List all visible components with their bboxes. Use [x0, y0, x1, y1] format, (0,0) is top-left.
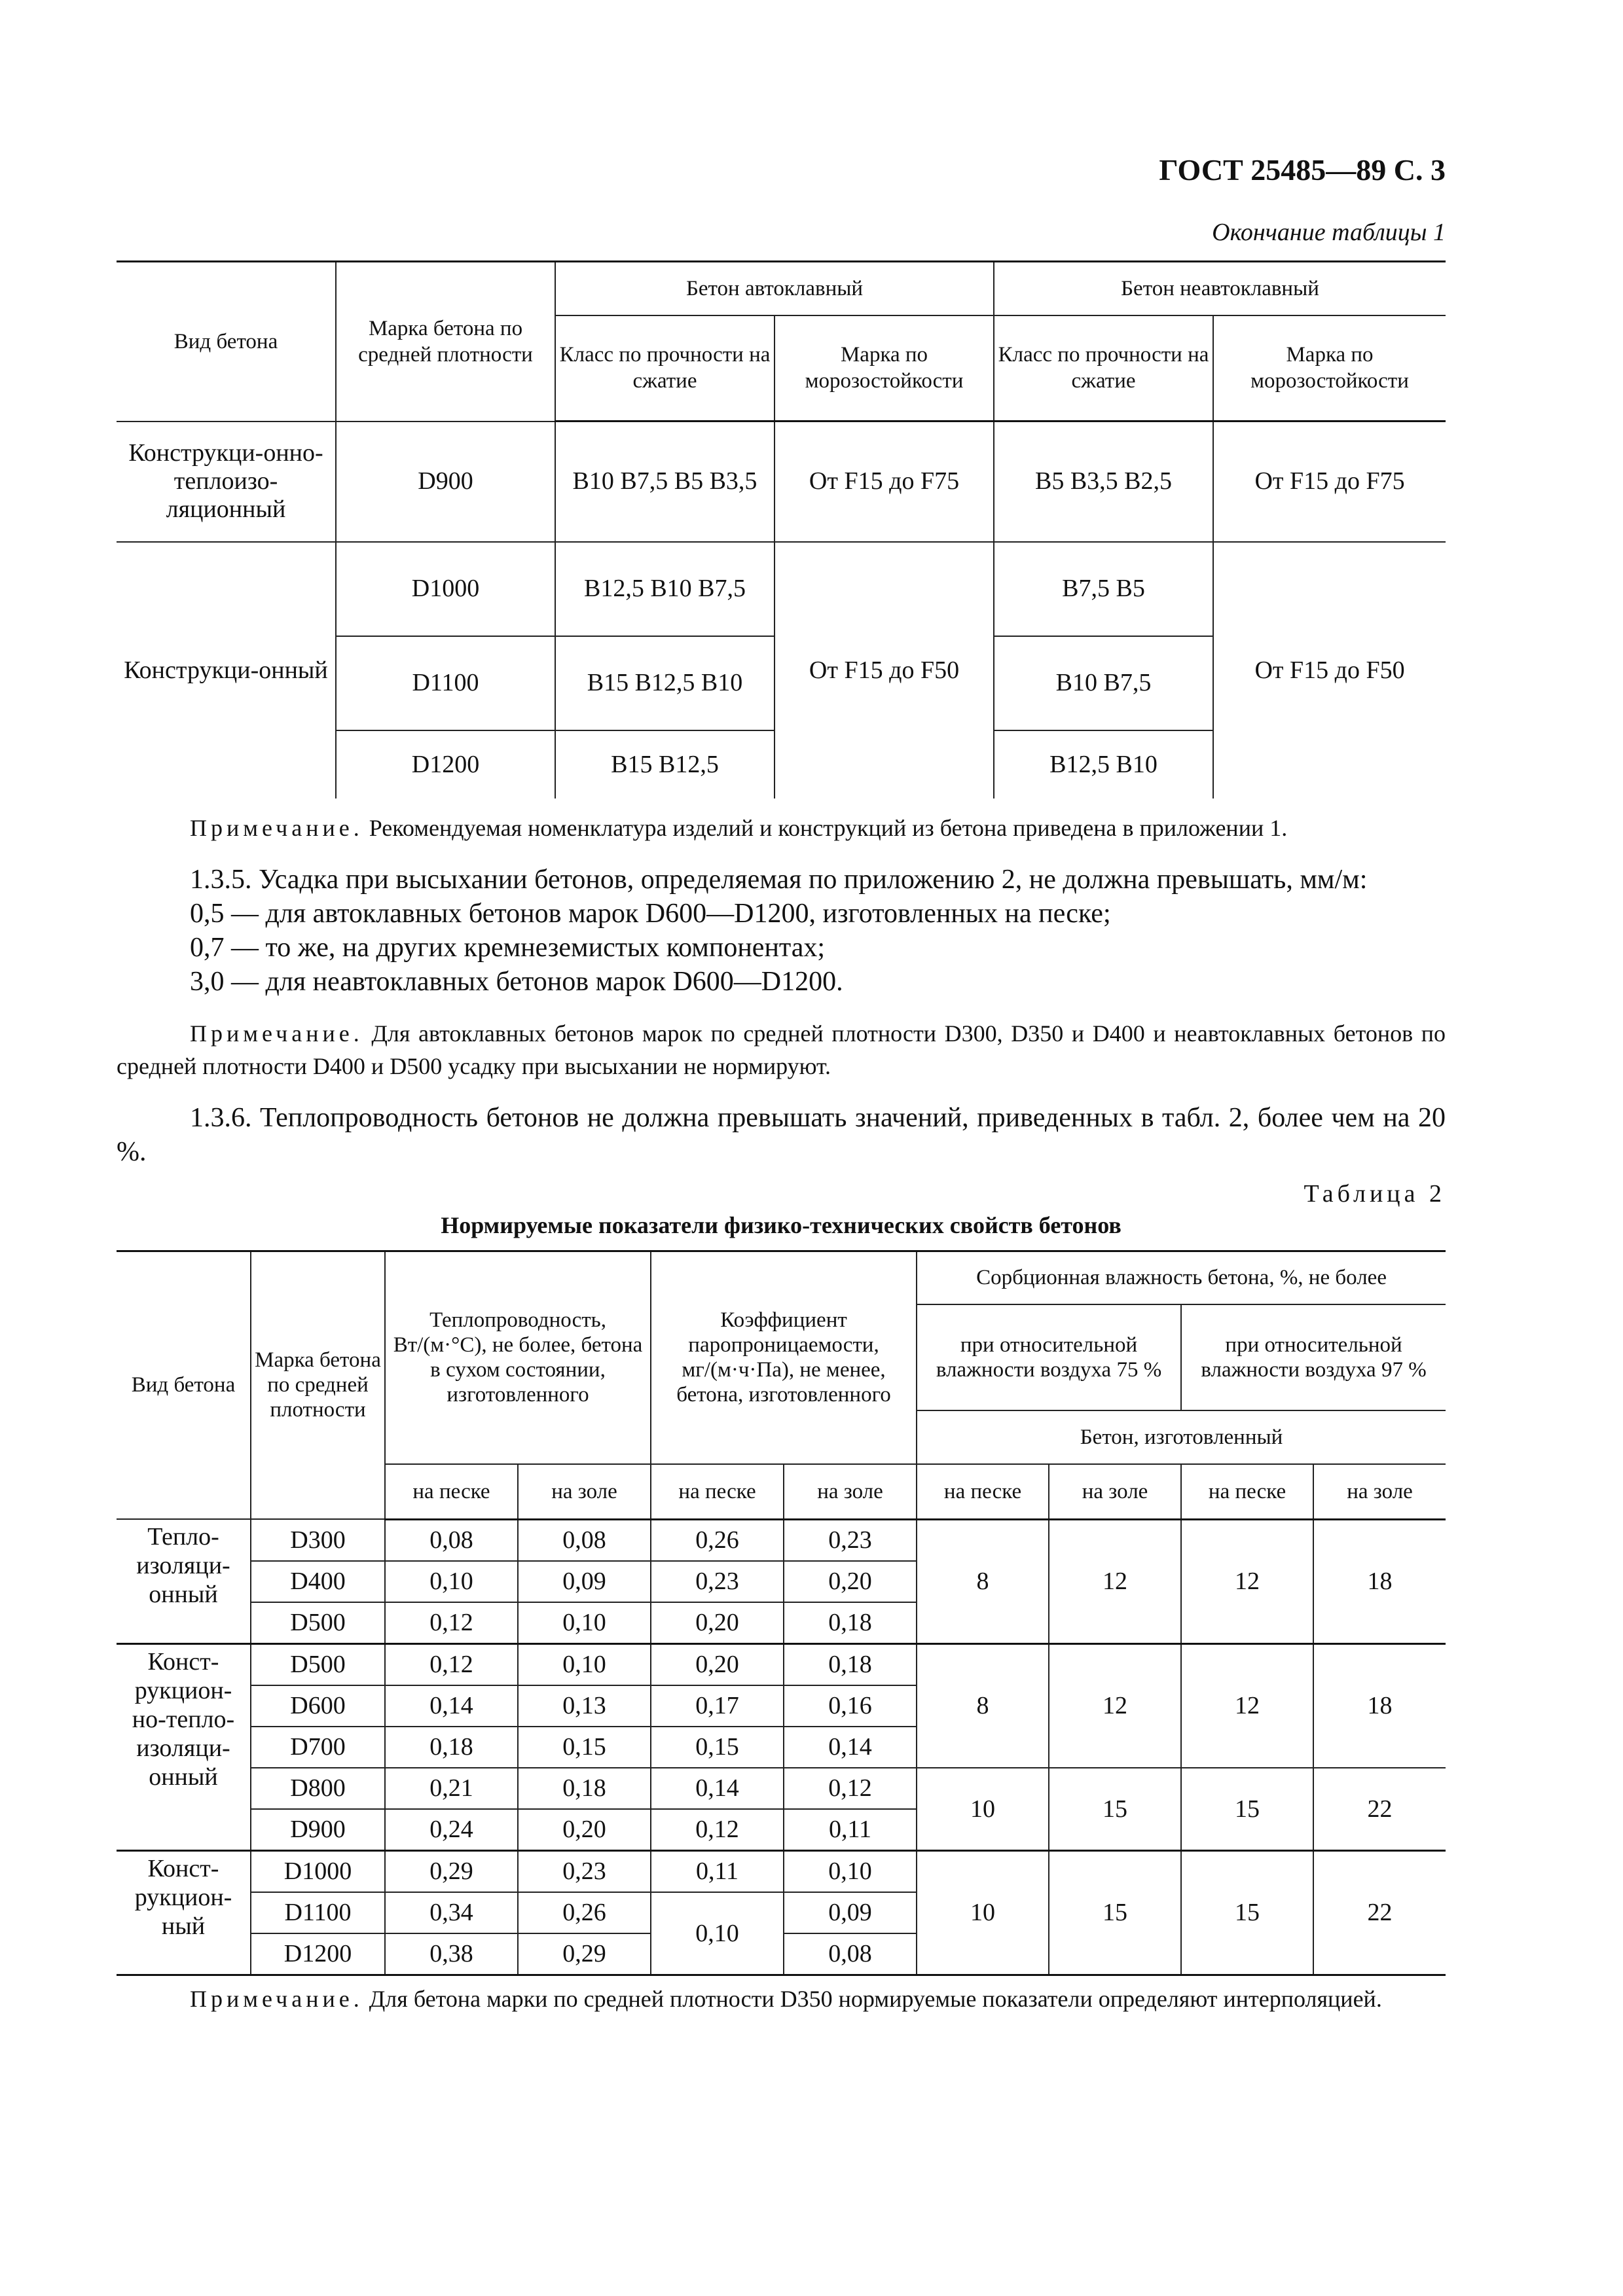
t2-cell: 0,10	[651, 1892, 784, 1975]
t1-header-mark: Марка бетона по средней плотности	[336, 262, 555, 422]
t2-sorp: 12	[1049, 1643, 1181, 1768]
t2-cell: 0,23	[784, 1519, 917, 1561]
t2-cell: 0,20	[651, 1643, 784, 1685]
t1-n-class: B5 B3,5 B2,5	[994, 422, 1213, 542]
t2-cell: 0,11	[784, 1809, 917, 1851]
t2-cell: 0,20	[784, 1561, 917, 1602]
table2-title: Нормируемые показатели физико-технических свойств бетонов	[441, 1211, 1122, 1238]
t2-header-sand: на песке	[1181, 1464, 1313, 1519]
t1-header-a-frost: Марка по морозостойкости	[775, 315, 994, 422]
t2-sorp: 15	[1049, 1850, 1181, 1975]
t2-cell: 0,18	[784, 1602, 917, 1644]
paragraph-1-3-5: 1.3.5. Усадка при высыхании бетонов, определяемая по приложению 2, не должна превышать, мм/м:	[190, 864, 1368, 895]
t2-header-ash: на золе	[518, 1464, 651, 1519]
t2-cell: 0,12	[385, 1643, 518, 1685]
t2-type: Тепло-изоляци-онный	[117, 1519, 251, 1643]
t2-header-rh97: при относительной влажности воздуха 97 %	[1181, 1304, 1446, 1410]
paragraph-1-3-6: 1.3.6. Теплопроводность бетонов не должна превышать значений, приведенных в табл. 2, более чем на 20 %.	[117, 1102, 1446, 1167]
note-1	[117, 812, 1446, 844]
t2-cell: 0,23	[518, 1850, 651, 1892]
t2-sorp: 15	[1049, 1768, 1181, 1851]
t1-header-nonautoclave: Бетон неавтоклавный	[994, 262, 1446, 315]
t1-a-class: B10 B7,5 B5 B3,5	[555, 422, 775, 542]
t1-a-class: B15 B12,5	[555, 730, 775, 798]
t2-cell: 0,16	[784, 1685, 917, 1727]
t2-mark: D1000	[251, 1850, 385, 1892]
t2-cell: 0,18	[518, 1768, 651, 1809]
t2-sorp: 12	[1181, 1519, 1313, 1643]
t2-header-mark: Марка бетона по средней плотности	[251, 1251, 385, 1519]
t2-header-rh75: при относительной влажности воздуха 75 %	[917, 1304, 1181, 1410]
t2-cell: 0,24	[385, 1809, 518, 1851]
t2-sorp: 10	[917, 1768, 1049, 1851]
t1-n-class: B7,5 B5	[994, 542, 1213, 636]
note-text: Рекомендуемая номенклатура изделий и конструкций из бетона приведена в приложении 1.	[363, 814, 1288, 841]
note-text: Для автоклавных бетонов марок по средней плотности D300, D350 и D400 и неавтоклавных бетонов по средней плотности D400 и D500 усадку при высыхании не нормируют.	[117, 1020, 1446, 1079]
t1-n-class: B12,5 B10	[994, 730, 1213, 798]
t1-type: Конструкци-онно-теплоизо-ляционный	[117, 422, 336, 542]
t2-mark: D500	[251, 1602, 385, 1644]
t1-a-class: B12,5 B10 B7,5	[555, 542, 775, 636]
t2-sorp: 8	[917, 1519, 1049, 1643]
t1-header-n-class: Класс по прочности на сжатие	[994, 315, 1213, 422]
t2-cell: 0,15	[651, 1727, 784, 1768]
t1-mark: D1100	[336, 636, 555, 730]
t2-cell: 0,14	[385, 1685, 518, 1727]
t2-cell: 0,20	[651, 1602, 784, 1644]
t2-cell: 0,21	[385, 1768, 518, 1809]
t2-header-ash: на золе	[1049, 1464, 1181, 1519]
t1-n-frost: От F15 до F75	[1213, 422, 1446, 542]
t1-a-frost: От F15 до F75	[775, 422, 994, 542]
t2-cell: 0,15	[518, 1727, 651, 1768]
t2-cell: 0,14	[784, 1727, 917, 1768]
t2-sorp: 15	[1181, 1850, 1313, 1975]
t2-header-sand: на песке	[651, 1464, 784, 1519]
t1-header-a-class: Класс по прочности на сжатие	[555, 315, 775, 422]
t2-header-sand: на песке	[385, 1464, 518, 1519]
t2-type: Конст-рукцион-ный	[117, 1850, 251, 1975]
t2-cell: 0,26	[651, 1519, 784, 1561]
t2-sorp: 12	[1049, 1519, 1181, 1643]
t2-header-permeability: Коэффициент паропроницаемости, мг/(м·ч·Па), не менее, бетона, изготовленного	[651, 1251, 917, 1464]
t2-sorp: 12	[1181, 1643, 1313, 1768]
t2-cell: 0,18	[385, 1727, 518, 1768]
note-label: Примечание.	[190, 1985, 363, 2012]
t1-n-class: B10 B7,5	[994, 636, 1213, 730]
t1-n-frost: От F15 до F50	[1213, 542, 1446, 798]
t2-cell: 0,26	[518, 1892, 651, 1933]
t2-cell: 0,09	[518, 1561, 651, 1602]
t2-cell: 0,14	[651, 1768, 784, 1809]
t2-mark: D500	[251, 1643, 385, 1685]
document-page	[117, 151, 1446, 2015]
note-text: Для бетона марки по средней плотности D350 нормируемые показатели определяют интерполяцией.	[363, 1985, 1382, 2012]
t2-type: Конст-рукцион-но-тепло-изоляци-онный	[117, 1643, 251, 1850]
list-item: 3,0 — для неавтоклавных бетонов марок D600—D1200.	[190, 966, 843, 997]
table2-caption: Таблица 2	[1304, 1179, 1446, 1208]
t2-header-type: Вид бетона	[117, 1251, 251, 1519]
t2-header-conductivity: Теплопроводность, Вт/(м·°С), не более, бетона в сухом состоянии, изготовленного	[385, 1251, 651, 1464]
page-header: ГОСТ 25485—89 С. 3	[1159, 153, 1446, 187]
t1-header-type: Вид бетона	[117, 262, 336, 422]
t2-header-ash: на золе	[784, 1464, 917, 1519]
t2-cell: 0,10	[784, 1850, 917, 1892]
t2-cell: 0,20	[518, 1809, 651, 1851]
list-item: 0,7 — то же, на других кремнеземистых компонентах;	[190, 932, 826, 963]
t2-cell: 0,17	[651, 1685, 784, 1727]
table-1	[117, 260, 1446, 798]
t2-cell: 0,18	[784, 1643, 917, 1685]
t2-sorp: 22	[1313, 1768, 1446, 1851]
t2-cell: 0,09	[784, 1892, 917, 1933]
t2-header-ash: на золе	[1313, 1464, 1446, 1519]
t2-cell: 0,29	[385, 1850, 518, 1892]
t2-mark: D400	[251, 1561, 385, 1602]
t2-cell: 0,23	[651, 1561, 784, 1602]
t2-mark: D1200	[251, 1933, 385, 1975]
t2-mark: D900	[251, 1809, 385, 1851]
t2-cell: 0,08	[518, 1519, 651, 1561]
t2-cell: 0,12	[784, 1768, 917, 1809]
t2-cell: 0,29	[518, 1933, 651, 1975]
t2-sorp: 15	[1181, 1768, 1313, 1851]
table1-continuation: Окончание таблицы 1	[1212, 219, 1446, 246]
t2-mark: D600	[251, 1685, 385, 1727]
t2-mark: D300	[251, 1519, 385, 1561]
t2-cell: 0,38	[385, 1933, 518, 1975]
t2-sorp: 18	[1313, 1643, 1446, 1768]
t2-cell: 0,10	[518, 1602, 651, 1644]
t1-a-class: B15 B12,5 B10	[555, 636, 775, 730]
t1-mark: D1200	[336, 730, 555, 798]
t2-mark: D800	[251, 1768, 385, 1809]
t2-cell: 0,08	[385, 1519, 518, 1561]
t2-cell: 0,08	[784, 1933, 917, 1975]
t2-mark: D1100	[251, 1892, 385, 1933]
t2-header-sand: на песке	[917, 1464, 1049, 1519]
t2-cell: 0,13	[518, 1685, 651, 1727]
note-label: Примечание.	[190, 814, 363, 841]
t2-sorp: 22	[1313, 1850, 1446, 1975]
t2-cell: 0,10	[385, 1561, 518, 1602]
t2-cell: 0,12	[651, 1809, 784, 1851]
table-2	[117, 1250, 1446, 1976]
t1-mark: D1000	[336, 542, 555, 636]
note-2	[117, 1017, 1446, 1083]
t2-sorp: 8	[917, 1643, 1049, 1768]
t2-header-sorption: Сорбционная влажность бетона, %, не более	[917, 1251, 1446, 1304]
t1-header-autoclave: Бетон автоклавный	[555, 262, 994, 315]
note-3	[117, 1982, 1446, 2015]
t1-header-n-frost: Марка по морозостойкости	[1213, 315, 1446, 422]
t2-cell: 0,12	[385, 1602, 518, 1644]
t2-cell: 0,11	[651, 1850, 784, 1892]
note-label: Примечание.	[190, 1020, 363, 1047]
t2-cell: 0,10	[518, 1643, 651, 1685]
t1-a-frost: От F15 до F50	[775, 542, 994, 798]
t1-mark: D900	[336, 422, 555, 542]
t2-header-made: Бетон, изготовленный	[917, 1410, 1446, 1464]
t2-sorp: 10	[917, 1850, 1049, 1975]
t1-type: Конструкци-онный	[117, 542, 336, 798]
t2-sorp: 18	[1313, 1519, 1446, 1643]
list-item: 0,5 — для автоклавных бетонов марок D600—D1200, изготовленных на песке;	[190, 898, 1111, 929]
t2-cell: 0,34	[385, 1892, 518, 1933]
t2-mark: D700	[251, 1727, 385, 1768]
